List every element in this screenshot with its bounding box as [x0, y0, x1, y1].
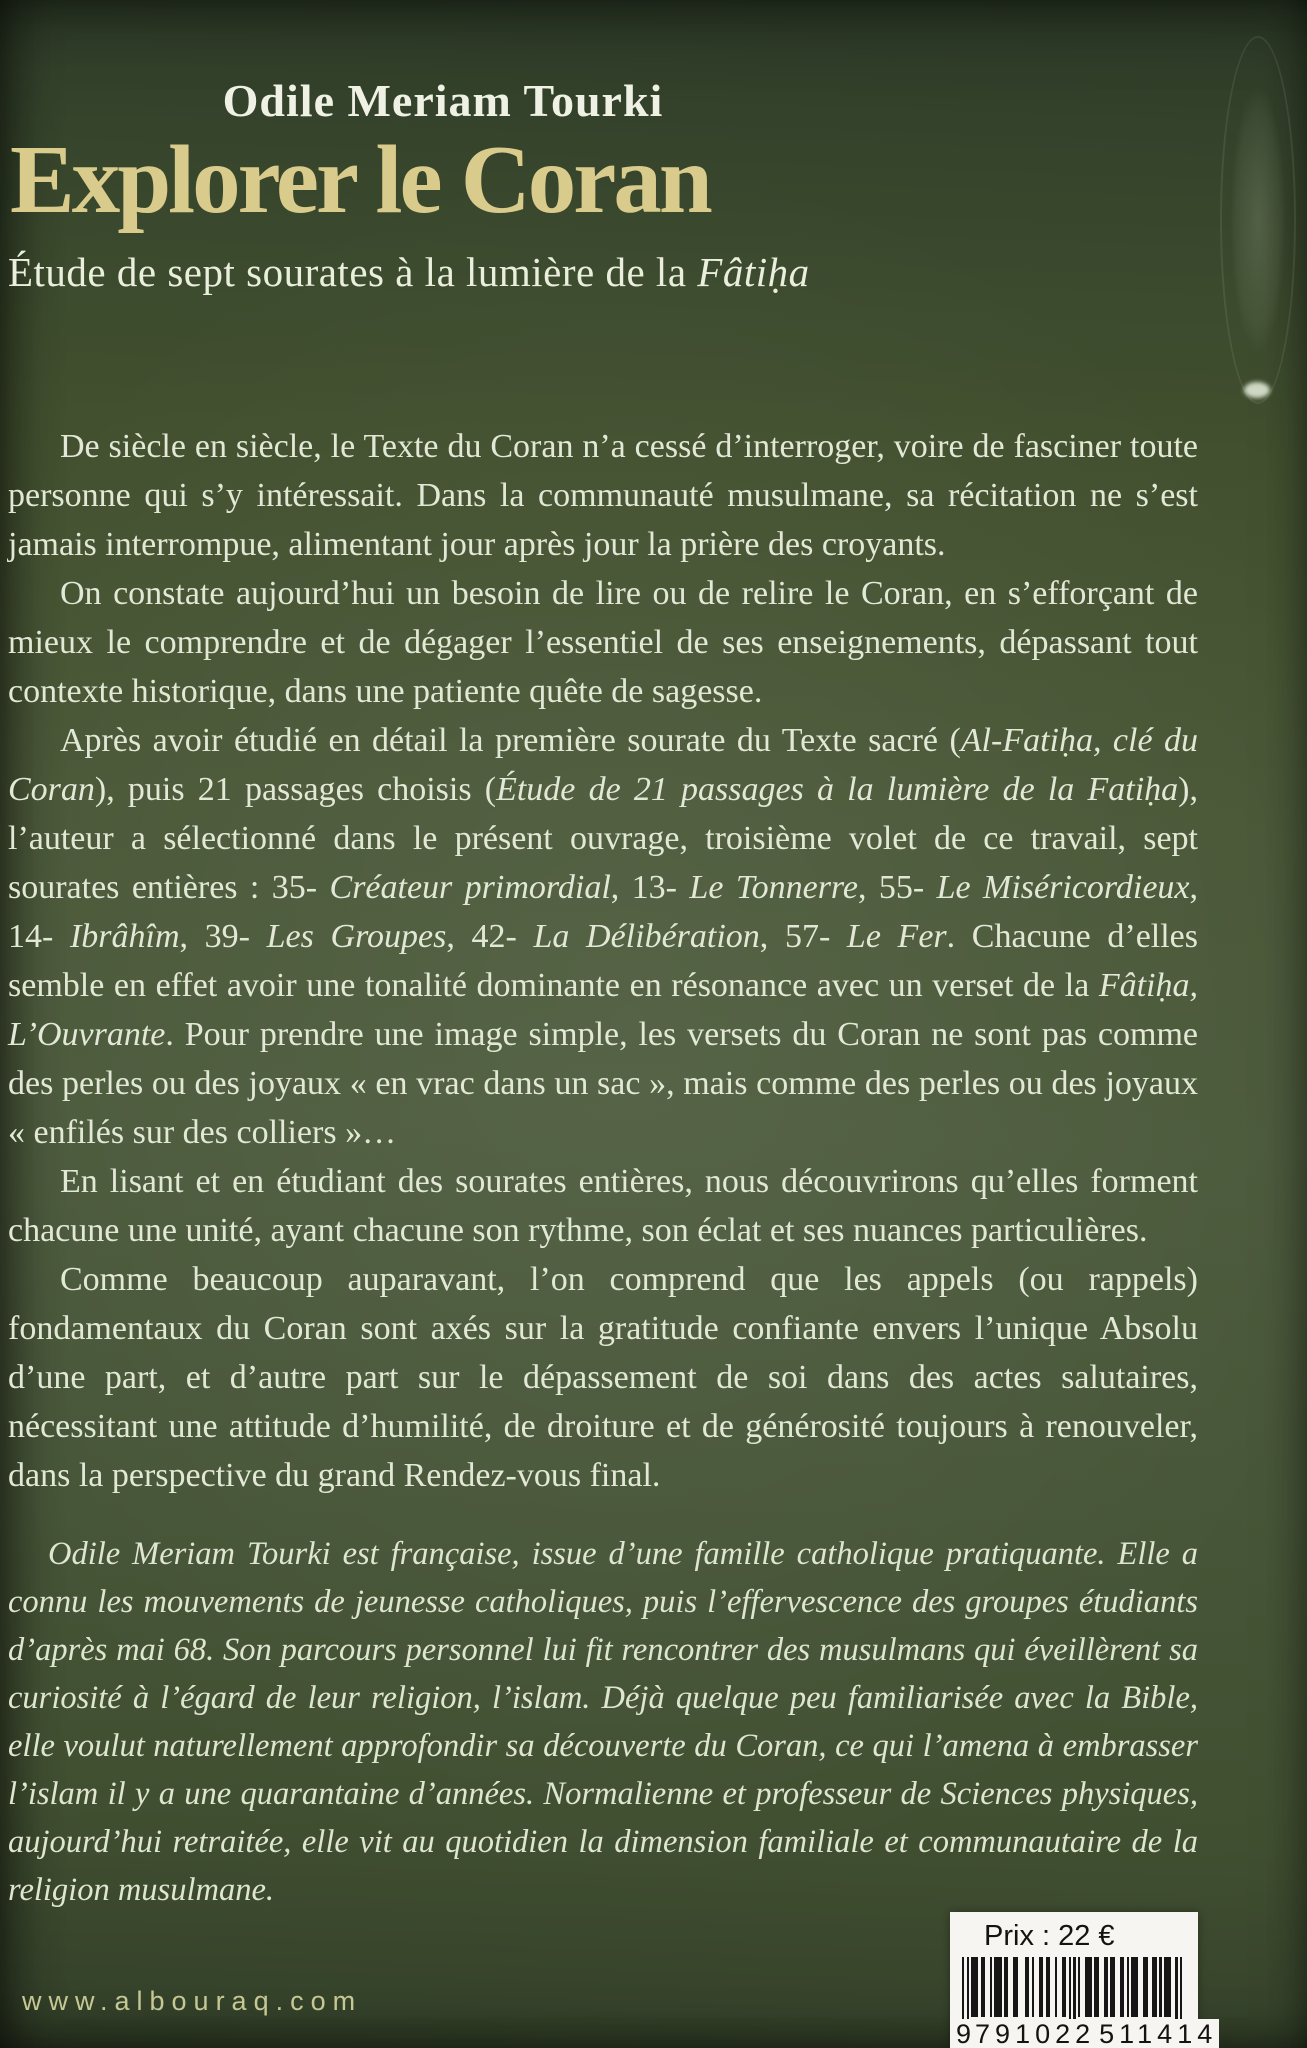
glare-artifact [1220, 36, 1296, 404]
synopsis-paragraph: En lisant et en étudiant des sourates entières, nous découvrirons qu’elles forment chacune une unité, ayant chacune son rythme, son éclat et ses nuances particulières. [8, 1163, 1198, 1249]
synopsis-paragraph: On constate aujourd’hui un besoin de lire ou de relire le Coran, en s’efforçant de mieux le comprendre et de dégager l’essentiel de ses enseignements, dépassant tout contexte historique, dans une patiente quête de sagesse. [8, 575, 1198, 710]
synopsis-paragraph: De siècle en siècle, le Texte du Coran n’a cessé d’interroger, voire de fasciner toute personne qui s’y intéressait. Dans la communauté musulmane, sa récitation ne s’est jamais interrompue, alimentant jour après jour la prière des croyants. [8, 428, 1198, 563]
barcode-lead-digit: 9 [956, 2019, 972, 2048]
publisher-website: www.albouraq.com [22, 1986, 363, 2016]
synopsis-paragraph: Après avoir étudié en détail la première sourate du Texte sacré (Al-Fatiḥa, clé du Coran), puis 21 passages choisis (Étude de 21 passages à la lumière de la Fatiḥa), l’auteur a sélectionné dans le présent ouvrage, troisième volet de ce travail, sept sourates entières : 35- Créateur primordial, 13- Le Tonnerre, 55- Le Miséricordieux, 14- Ibrâhîm, 39- Les Groupes, 42- La Délibération, 57- Le Fer. Chacune d’elles semble en effet avoir une tonalité dominante en résonance avec un verset de la Fâtiḥa, L’Ouvrante. Pour prendre une image simple, les versets du Coran ne sont pas comme des perles ou des joyaux « en vrac dans un sac », mais comme des perles ou des joyaux « enfilés sur des colliers »… [8, 722, 1199, 1151]
synopsis-paragraph: Comme beaucoup auparavant, l’on comprend que les appels (ou rappels) fondamentaux du Coran sont axés sur la gratitude confiante envers l’unique Absolu d’une part, et d’autre part sur le dépassement de soi dans des actes salutaires, nécessitant une attitude d’humilité, de droiture et de générosité toujours à renouveler, dans la perspective du grand Rendez-vous final. [8, 1261, 1198, 1494]
barcode-group-1: 791022 [975, 2019, 1096, 2048]
synopsis-text-block [8, 422, 1198, 1914]
barcode-group-2: 511414 [1099, 2019, 1218, 2048]
price-text: Prix : 22 € [984, 1920, 1115, 1952]
book-subtitle: Étude de sept sourates à la lumière de la Fâtiḥa [8, 249, 810, 295]
book-title: Explorer le Coran [10, 126, 710, 233]
barcode-digits [954, 2019, 1218, 2048]
author-bio: Odile Meriam Tourki est française, issue d’une famille catholique pratiquante. Elle a connu les mouvements de jeunesse catholiques, puis l’effervescence des groupes étudiants d’après mai 68. Son parcours personnel lui fit rencontrer des musulmans qui éveillèrent sa curiosité à l’égard de leur religion, l’islam. Déjà quelque peu familiarisée avec la Bible, elle voulut naturellement approfondir sa découverte du Coran, ce qui l’amena à embrasser l’islam il y a une quarantaine d’années. Normalienne et professeur de Sciences physiques, aujourd’hui retraitée, elle vit au quotidien la dimension familiale et communautaire de la religion musulmane. [8, 1536, 1198, 1908]
price-barcode-label [950, 1912, 1218, 2048]
author-name: Odile Meriam Tourki [222, 75, 664, 126]
